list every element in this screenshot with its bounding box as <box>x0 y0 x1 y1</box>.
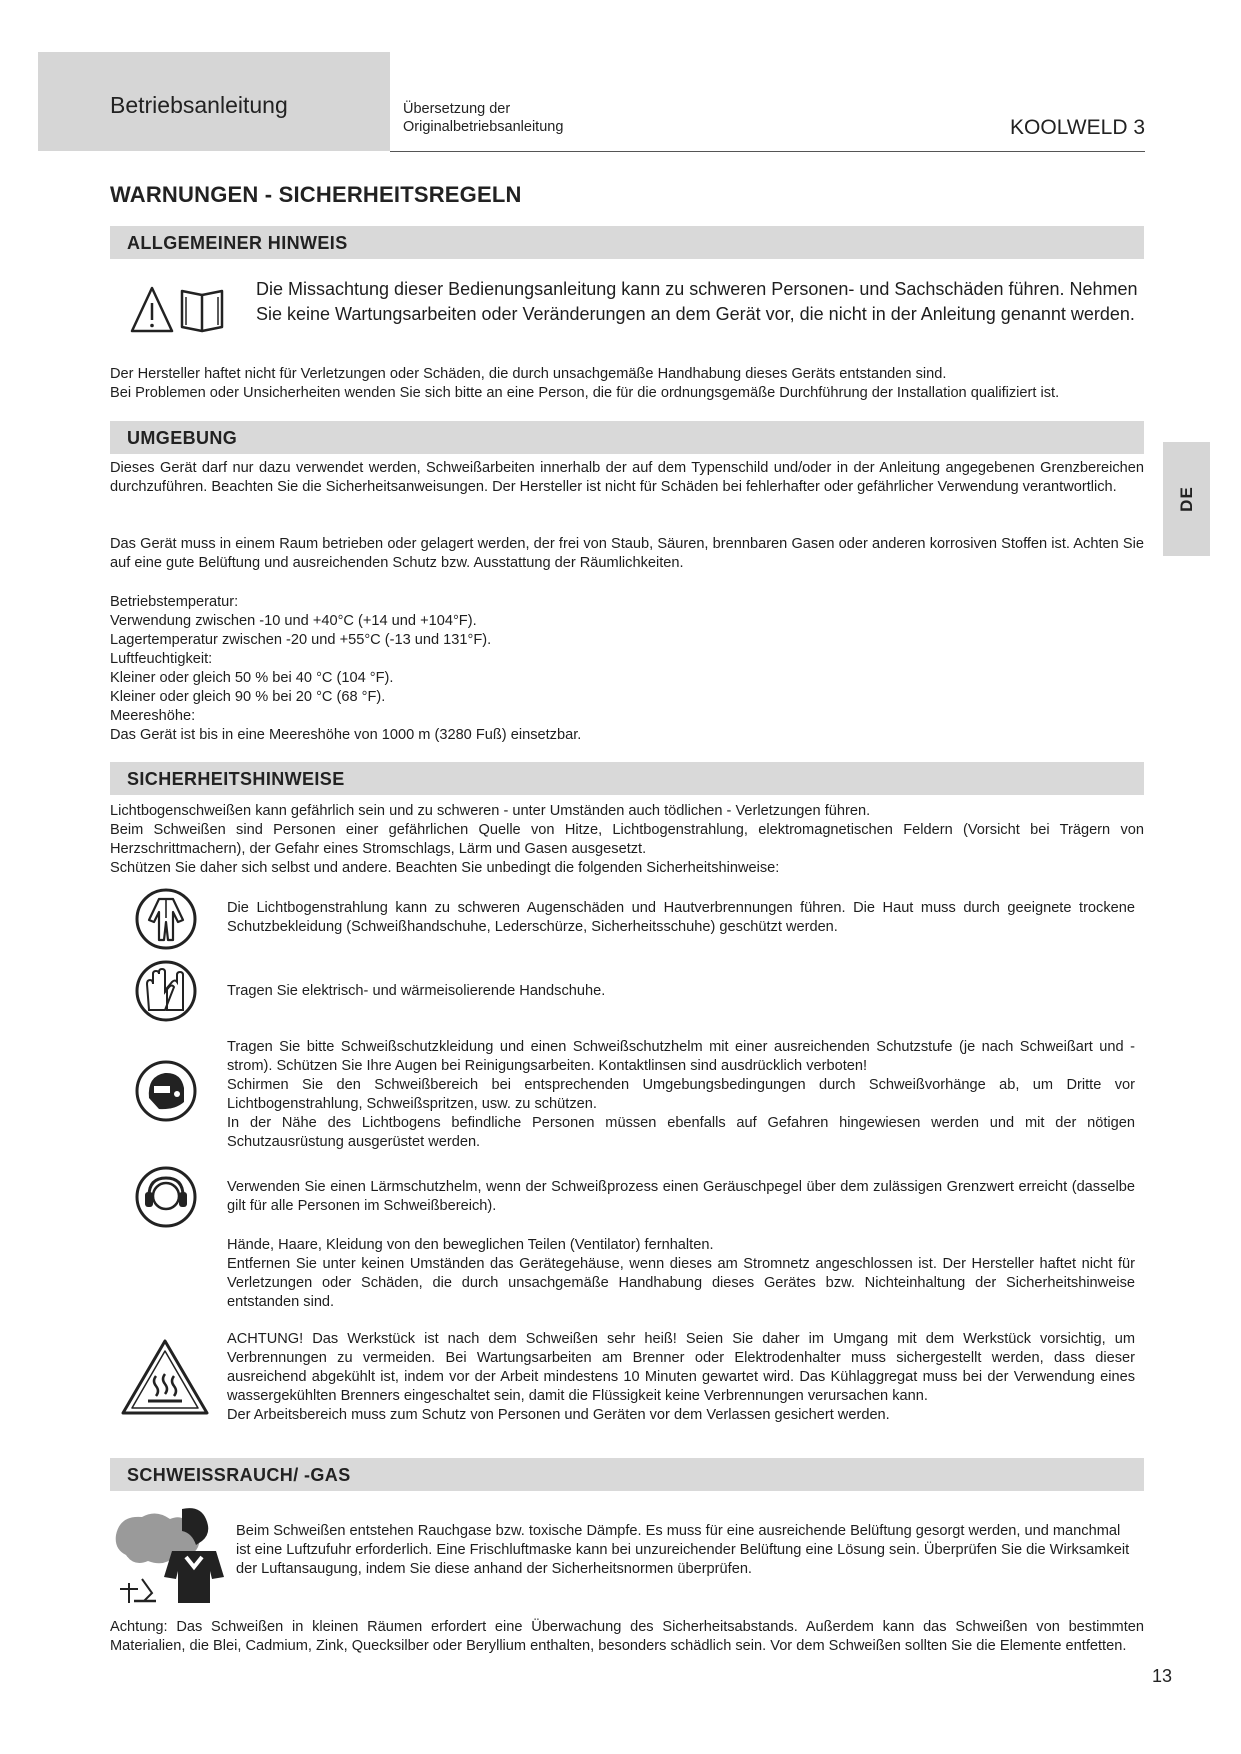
safety-intro <box>110 802 1144 878</box>
fumes-paragraph-2: Achtung: Das Schweißen in kleinen Räumen erfordert eine Überwachung des Sicherheitsabstands. Außerdem kann das Schweißen von bestimmten Materialien, die Blei, Cadmium, Zink, Quecksilber oder Beryllium enthalten, besonders schädlich sein. Vor dem Schweißen sollten Sie die Elemente entfetten. <box>110 1619 1144 1654</box>
section-fumes-title: SCHWEISSRAUCH/ -GAS <box>127 1465 351 1485</box>
helmet-text-line: Schirmen Sie den Schweißbereich bei entsprechenden Umgebungsbedingungen durch Schweißvorhänge ab, um Dritte vor Lichtbogenstrahlung, Schweißspritzen, usw. zu schützen. <box>227 1077 1135 1112</box>
doc-type: Betriebsanleitung <box>110 92 288 118</box>
section-safety-bar <box>110 762 1144 795</box>
gloves-icon <box>135 960 197 1022</box>
general-warning-text: Die Missachtung dieser Bedienungsanleitung kann zu schweren Personen- und Sachschäden führen. Nehmen Sie keine Wartungsarbeiten oder Veränderungen an dem Gerät vor, die nicht in der Anleitung genannt werden. <box>256 279 1138 324</box>
language-tab <box>1163 442 1210 556</box>
spec-line: Lagertemperatur zwischen -20 und +55°C (-13 und 131°F). <box>110 632 492 648</box>
product-name: KOOLWELD 3 <box>1010 116 1145 139</box>
translation-line-2: Originalbetriebsanleitung <box>403 119 564 135</box>
safety-intro-line: Schützen Sie daher sich selbst und andere. Beachten Sie unbedingt die folgenden Sicherheitshinweise: <box>110 860 780 876</box>
hot-surface-icon <box>120 1338 210 1416</box>
protective-clothing-icon <box>135 888 197 950</box>
hearing-protection-icon <box>135 1166 197 1228</box>
spec-line: Kleiner oder gleich 90 % bei 20 °C (68 °F). <box>110 689 386 705</box>
section-environment-title: UMGEBUNG <box>127 428 238 448</box>
spec-line: Kleiner oder gleich 50 % bei 40 °C (104 °F). <box>110 670 394 686</box>
environment-paragraph-2: Das Gerät muss in einem Raum betrieben oder gelagert werden, der frei von Staub, Säuren, brennbaren Gasen oder anderen korrosiven Stoffen ist. Achten Sie auf eine gute Belüftung und ausreichenden Schutz bzw. Ausstattung der Räumlichkeiten. <box>110 536 1144 571</box>
gloves-text: Tragen Sie elektrisch- und wärmeisolierende Handschuhe. <box>227 983 606 999</box>
moving-parts-line: Entfernen Sie unter keinen Umständen das Gerätegehäuse, wenn dieses am Stromnetz angeschlossen ist. Der Hersteller haftet nicht für Verletzungen oder Schäden, die durch unsachgemäße Handhabung dieses Gerätes bzw. Nichteinhaltung der Sicherheitshinweise entstanden sind. <box>227 1256 1135 1310</box>
spec-line: Betriebstemperatur: <box>110 594 239 610</box>
helmet-text <box>227 1038 1135 1152</box>
hot-workpiece-line: ACHTUNG! Das Werkstück ist nach dem Schweißen sehr heiß! Seien Sie daher im Umgang mit dem Werkstück vorsichtig, um Verbrennungen zu vermeiden. Bei Wartungsarbeiten am Brenner oder Elektrodenhalter muss sichergestellt werden, dass dieser ausreichend abgekühlt ist, indem vor der Arbeit mindestens 10 Minuten gewartet wird. Das Kühlaggregat muss bei der Verwendung eines wassergekühlten Brenners eingeschaltet sein, damit die Flüssigkeit keine Verbrennungen verursachen kann. <box>227 1331 1135 1404</box>
moving-parts-text <box>227 1236 1135 1312</box>
welding-fumes-icon <box>112 1505 227 1605</box>
section-safety-title: SICHERHEITSHINWEISE <box>127 769 345 789</box>
language-tab-label: DE <box>1176 486 1196 512</box>
translation-note <box>403 100 563 136</box>
page-title: WARNUNGEN - SICHERHEITSREGELN <box>110 182 522 207</box>
page-number: 13 <box>1152 1666 1173 1686</box>
hot-workpiece-line: Der Arbeitsbereich muss zum Schutz von Personen und Geräten vor dem Verlassen gesichert werden. <box>227 1407 890 1423</box>
helmet-text-line: Tragen Sie bitte Schweißschutzkleidung und einen Schweißschutzhelm mit einer ausreichenden Schutzstufe (je nach Schweißart und -strom). Schützen Sie Ihre Augen bei Reinigungsarbeiten. Kontaktlinsen sind ausdrücklich verboten! <box>227 1039 1135 1074</box>
fumes-paragraph-1: Beim Schweißen entstehen Rauchgase bzw. toxische Dämpfe. Es muss für eine ausreichende Belüftung gesorgt werden, und manchmal ist eine Luftzufuhr erforderlich. Eine Frischluftmaske kann bei unzureichender Belüftung eine Lösung sein. Überprüfen Sie die Wirksamkeit der Luftansaugung, indem Sie diese anhand der Sicherheitsnormen überprüfen. <box>236 1523 1130 1577</box>
header-doc-type-box <box>38 52 390 151</box>
spec-line: Luftfeuchtigkeit: <box>110 651 213 667</box>
helmet-text-line: In der Nähe des Lichtbogens befindliche Personen müssen ebenfalls auf Gefahren hingewiesen werden und mit der nötigen Schutzausrüstung ausgerüstet werden. <box>227 1115 1135 1150</box>
section-fumes-bar <box>110 1458 1144 1491</box>
section-environment-bar <box>110 421 1144 454</box>
section-general-bar <box>110 226 1144 259</box>
hot-workpiece-text <box>227 1330 1135 1425</box>
general-paragraph-1: Der Hersteller haftet nicht für Verletzungen oder Schäden, die durch unsachgemäße Handhabung dieses Geräts entstanden sind. <box>110 366 947 382</box>
spec-line: Verwendung zwischen -10 und +40°C (+14 und +104°F). <box>110 613 477 629</box>
safety-intro-line: Lichtbogenschweißen kann gefährlich sein und zu schweren - unter Umständen auch tödlichen - Verletzungen führen. <box>110 803 871 819</box>
welding-helmet-icon <box>135 1060 197 1122</box>
header-divider <box>390 151 1145 152</box>
safety-intro-line: Beim Schweißen sind Personen einer gefährlichen Quelle von Hitze, Lichtbogenstrahlung, elektromagnetischen Feldern (Vorsicht bei Trägern von Herzschrittmachern), der Gefahr eines Stromschlags, Lärm und Gasen ausgesetzt. <box>110 822 1144 857</box>
environment-specs <box>110 593 1144 745</box>
section-general-title: ALLGEMEINER HINWEIS <box>127 233 348 253</box>
warning-manual-icon <box>130 285 228 335</box>
environment-paragraph-1: Dieses Gerät darf nur dazu verwendet werden, Schweißarbeiten innerhalb der auf dem Typenschild und/oder in der Anleitung angegebenen Grenzbereichen durchzuführen. Beachten Sie die Sicherheitsanweisungen. Der Hersteller ist nicht für Schäden bei fehlerhafter oder gefährlicher Verwendung verantwortlich. <box>110 460 1144 495</box>
moving-parts-line: Hände, Haare, Kleidung von den beweglichen Teilen (Ventilator) fernhalten. <box>227 1237 714 1253</box>
hearing-text: Verwenden Sie einen Lärmschutzhelm, wenn der Schweißprozess einen Geräuschpegel über dem zulässigen Grenzwert erreicht (dasselbe gilt für alle Personen im Schweißbereich). <box>227 1179 1135 1214</box>
translation-line-1: Übersetzung der <box>403 101 511 117</box>
spec-line: Meereshöhe: <box>110 708 196 724</box>
general-paragraph-2: Bei Problemen oder Unsicherheiten wenden Sie sich bitte an eine Person, die für die ordnungsgemäße Durchführung der Installation qualifiziert ist. <box>110 385 1060 401</box>
spec-line: Das Gerät ist bis in eine Meereshöhe von 1000 m (3280 Fuß) einsetzbar. <box>110 727 582 743</box>
clothing-text: Die Lichtbogenstrahlung kann zu schweren Augenschäden und Hautverbrennungen führen. Die Haut muss durch geeignete trockene Schutzbekleidung (Schweißhandschuhe, Lederschürze, Sicherheitsschuhe) geschützt werden. <box>227 900 1135 935</box>
